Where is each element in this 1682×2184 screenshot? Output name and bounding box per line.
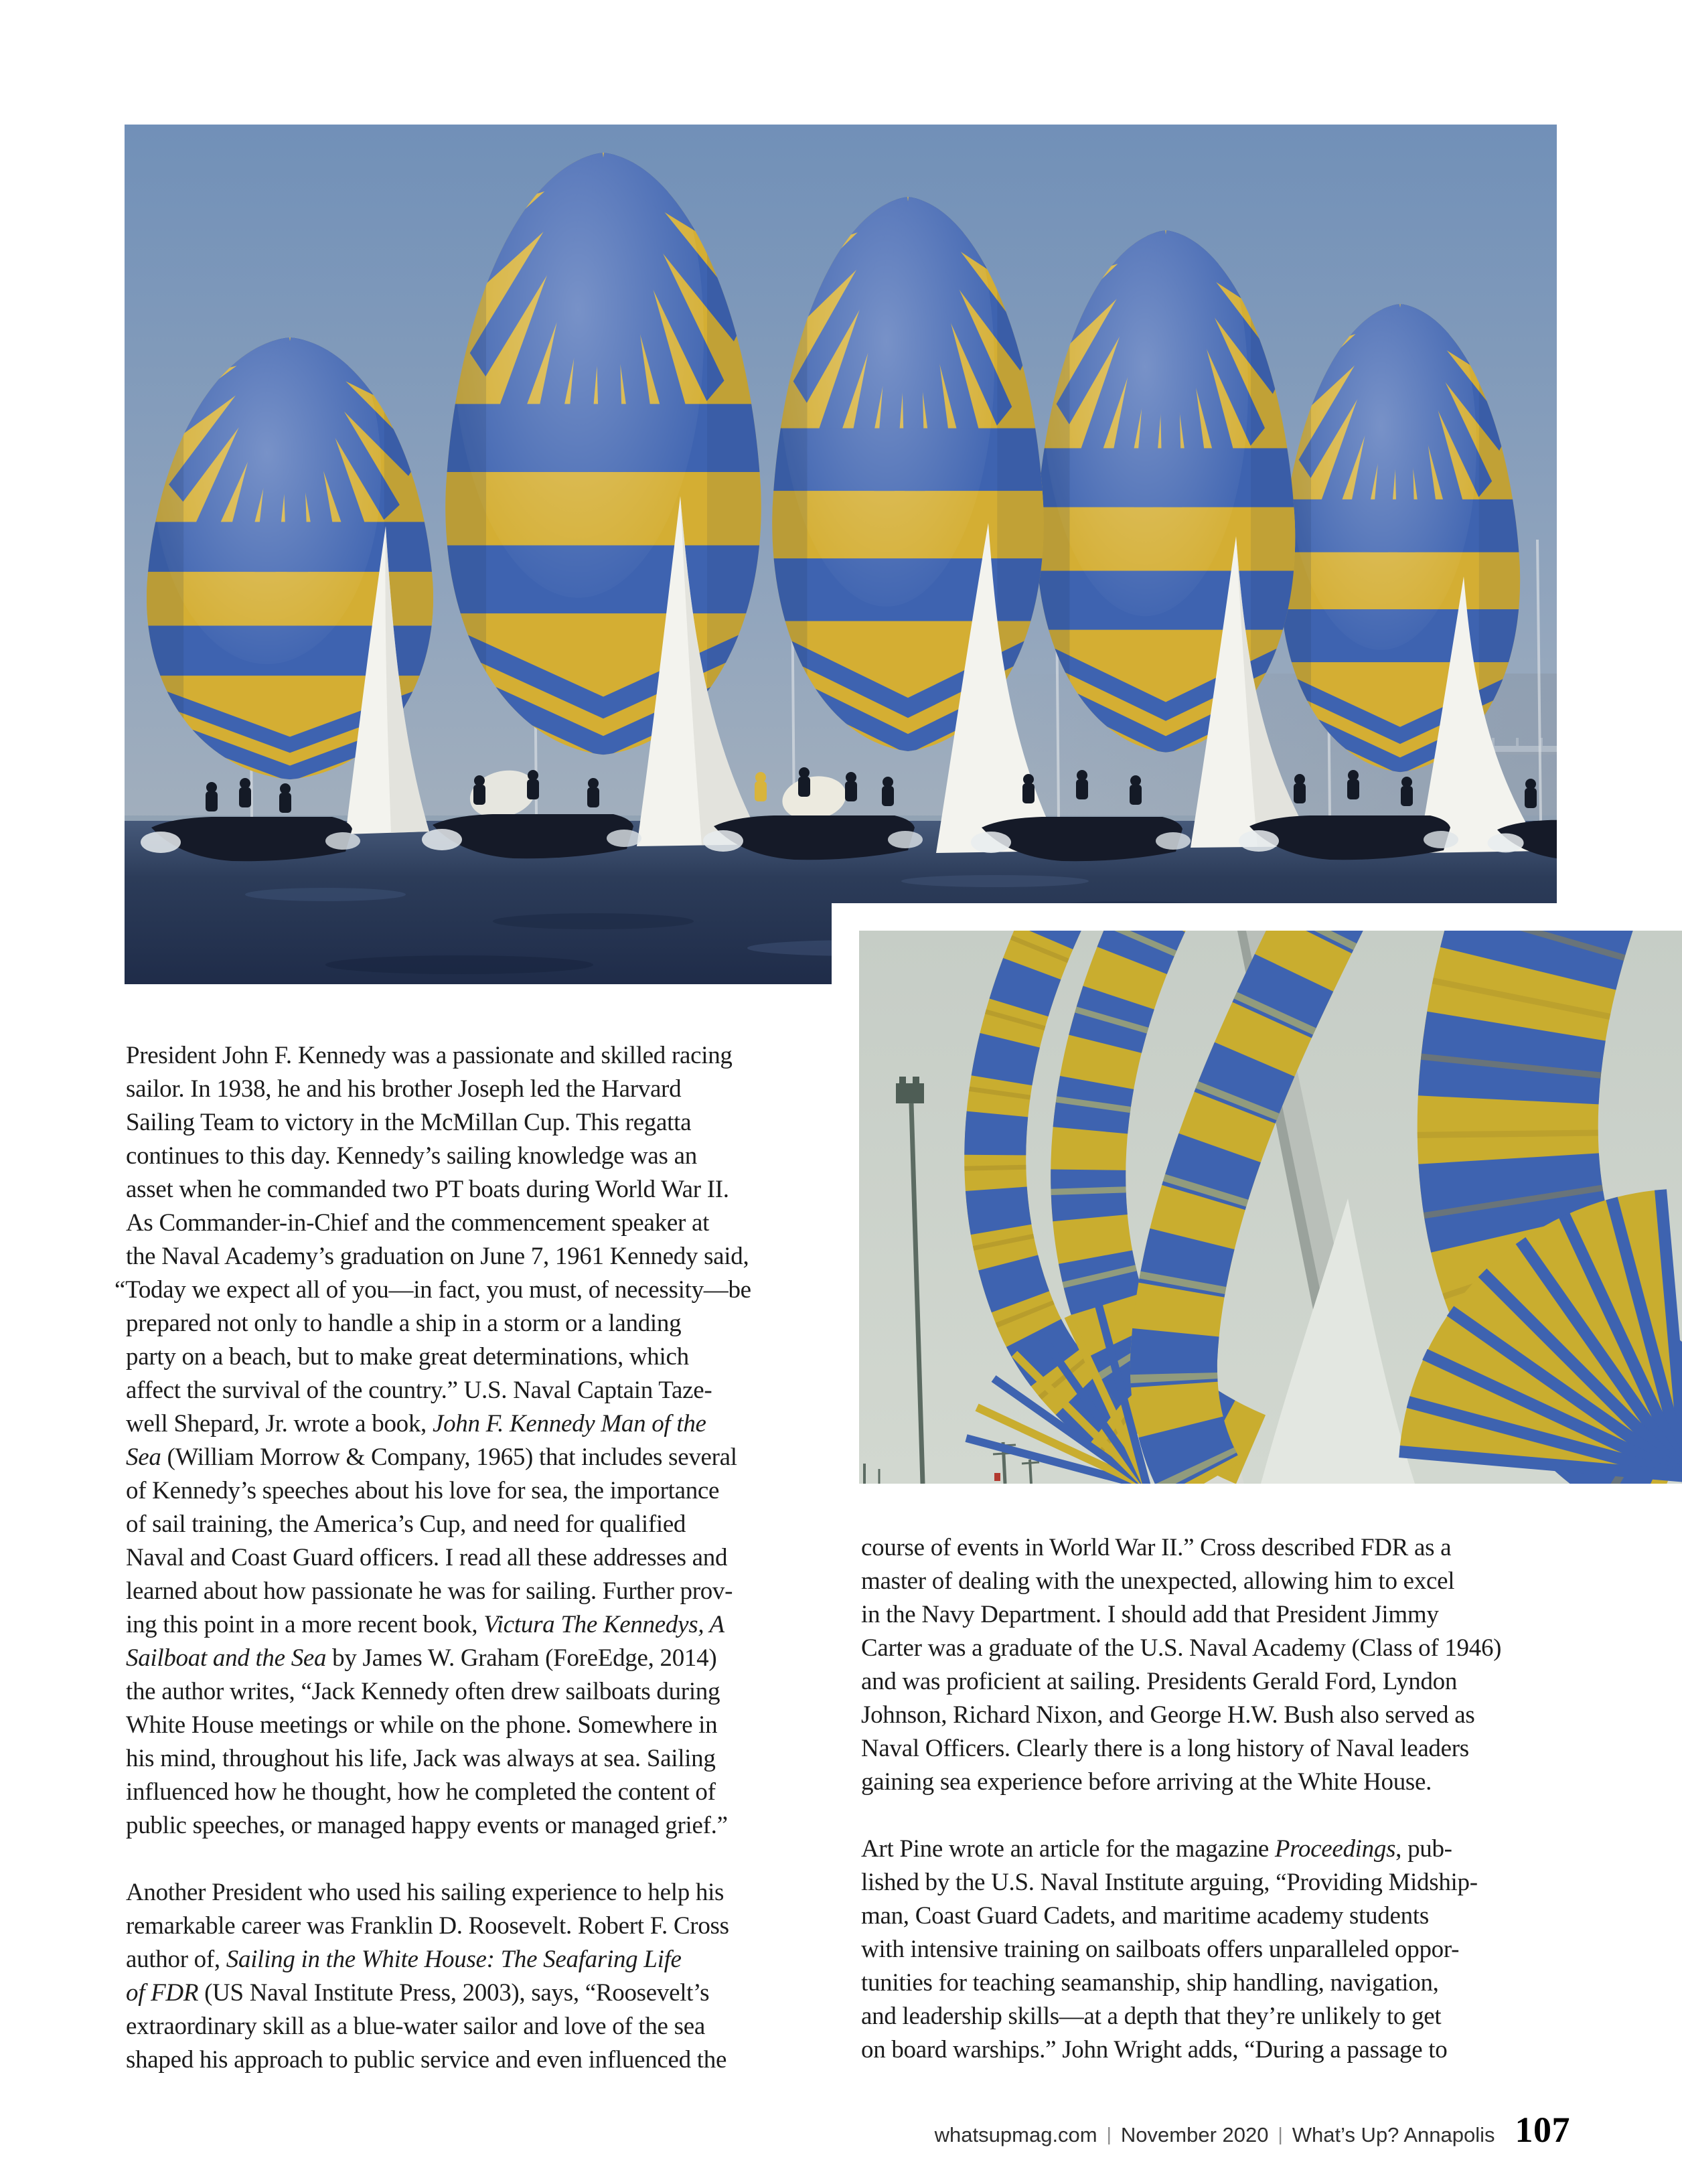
text-line: with intensive training on sailboats offers unparalleled oppor-	[861, 1936, 1460, 1963]
text-line: well Shepard, Jr. wrote a book, John F. Kennedy Man of the	[126, 1410, 706, 1437]
text-line: lished by the U.S. Naval Institute arguing, “Providing Midship-	[861, 1869, 1478, 1896]
article-column-left	[114, 1039, 826, 2110]
text-line: ing this point in a more recent book, Victura The Kennedys, A	[126, 1611, 724, 1638]
text-line: President John F. Kennedy was a passionate and skilled racing	[126, 1042, 733, 1069]
text-line: Sea (William Morrow & Company, 1965) that includes several	[126, 1444, 737, 1471]
page-footer	[670, 2109, 1570, 2151]
spinnakers-closeup-photo	[859, 931, 1682, 1484]
article-paragraph	[861, 1832, 1581, 2067]
text-line: of Kennedy’s speeches about his love for sea, the importance	[126, 1477, 720, 1504]
text-line: Naval Officers. Clearly there is a long history of Naval leaders	[861, 1735, 1469, 1762]
text-line: Another President who used his sailing experience to help his	[126, 1879, 724, 1906]
spinnakers-closeup-graphic	[859, 931, 1682, 1484]
text-line: White House meetings or while on the phone. Somewhere in	[126, 1711, 718, 1739]
text-line: gaining sea experience before arriving at the White House.	[861, 1768, 1432, 1796]
article-paragraph	[114, 1039, 826, 1843]
text-line: tunities for teaching seamanship, ship handling, navigation,	[861, 1969, 1439, 1997]
text-line: man, Coast Guard Cadets, and maritime academy students	[861, 1902, 1429, 1930]
text-line: author of, Sailing in the White House: The Seafaring Life	[126, 1946, 682, 1973]
text-line: Naval and Coast Guard officers. I read all these addresses and	[126, 1544, 728, 1571]
text-line: public speeches, or managed happy events or managed grief.”	[126, 1812, 728, 1839]
text-line: the Naval Academy’s graduation on June 7, 1961 Kennedy said,	[126, 1243, 749, 1270]
text-line: shaped his approach to public service and even influenced the	[126, 2046, 727, 2074]
text-line: sailor. In 1938, he and his brother Joseph led the Harvard	[126, 1075, 682, 1103]
race-marker	[994, 1473, 1000, 1481]
text-line: remarkable career was Franklin D. Roosevelt. Robert F. Cross	[126, 1912, 729, 1940]
text-line: master of dealing with the unexpected, allowing him to excel	[861, 1567, 1455, 1595]
footer-edition: What’s Up? Annapolis	[1292, 2123, 1495, 2147]
text-line: and leadership skills—at a depth that they’re unlikely to get	[861, 2003, 1442, 2030]
text-line: course of events in World War II.” Cross described FDR as a	[861, 1534, 1452, 1561]
text-line: the author writes, “Jack Kennedy often drew sailboats during	[126, 1678, 720, 1705]
closeup-photo-frame	[832, 903, 1682, 1484]
text-line: affect the survival of the country.” U.S. Naval Captain Taze-	[126, 1377, 712, 1404]
text-line: Carter was a graduate of the U.S. Naval Academy (Class of 1946)	[861, 1634, 1502, 1662]
text-line: prepared not only to handle a ship in a storm or a landing	[126, 1310, 682, 1337]
text-line: Johnson, Richard Nixon, and George H.W. Bush also served as	[861, 1701, 1475, 1729]
text-line: in the Navy Department. I should add that President Jimmy	[861, 1601, 1439, 1628]
text-line: extraordinary skill as a blue-water sailor and love of the sea	[126, 2013, 705, 2040]
article-paragraph	[861, 1531, 1581, 1799]
text-line: As Commander-in-Chief and the commencement speaker at	[126, 1209, 710, 1237]
footer-website: whatsupmag.com	[934, 2123, 1097, 2147]
page-number: 107	[1515, 2110, 1570, 2150]
article-column-right	[861, 1531, 1581, 2100]
footer-issue-date: November 2020	[1120, 2123, 1269, 2147]
text-line: Sailing Team to victory in the McMillan Cup. This regatta	[126, 1109, 692, 1136]
text-line: and was proficient at sailing. Presidents Gerald Ford, Lyndon	[861, 1668, 1458, 1695]
text-line: continues to this day. Kennedy’s sailing knowledge was an	[126, 1142, 697, 1170]
text-line: learned about how passionate he was for sailing. Further prov-	[126, 1577, 733, 1605]
footer-separator: |	[1106, 2124, 1112, 2144]
sailboat-fleet-photo	[125, 125, 1557, 984]
text-line: his mind, throughout his life, Jack was always at sea. Sailing	[126, 1745, 716, 1772]
text-line: of sail training, the America’s Cup, and need for qualified	[126, 1510, 686, 1538]
text-line: influenced how he thought, how he completed the content of	[126, 1778, 716, 1806]
article-paragraph	[126, 1876, 826, 2077]
text-line: Sailboat and the Sea by James W. Graham (ForeEdge, 2014)	[126, 1644, 717, 1672]
sailboat-fleet-graphic	[125, 125, 1557, 984]
text-line: on board warships.” John Wright adds, “During a passage to	[861, 2036, 1448, 2063]
text-line: Art Pine wrote an article for the magazine Proceedings, pub-	[861, 1835, 1452, 1863]
text-line: asset when he commanded two PT boats during World War II.	[126, 1176, 729, 1203]
text-line: party on a beach, but to make great determinations, which	[126, 1343, 689, 1371]
text-line: “Today we expect all of you—in fact, you must, of necessity—be	[114, 1276, 751, 1304]
footer-separator: |	[1278, 2124, 1283, 2144]
text-line: of FDR (US Naval Institute Press, 2003), says, “Roosevelt’s	[126, 1979, 710, 2007]
